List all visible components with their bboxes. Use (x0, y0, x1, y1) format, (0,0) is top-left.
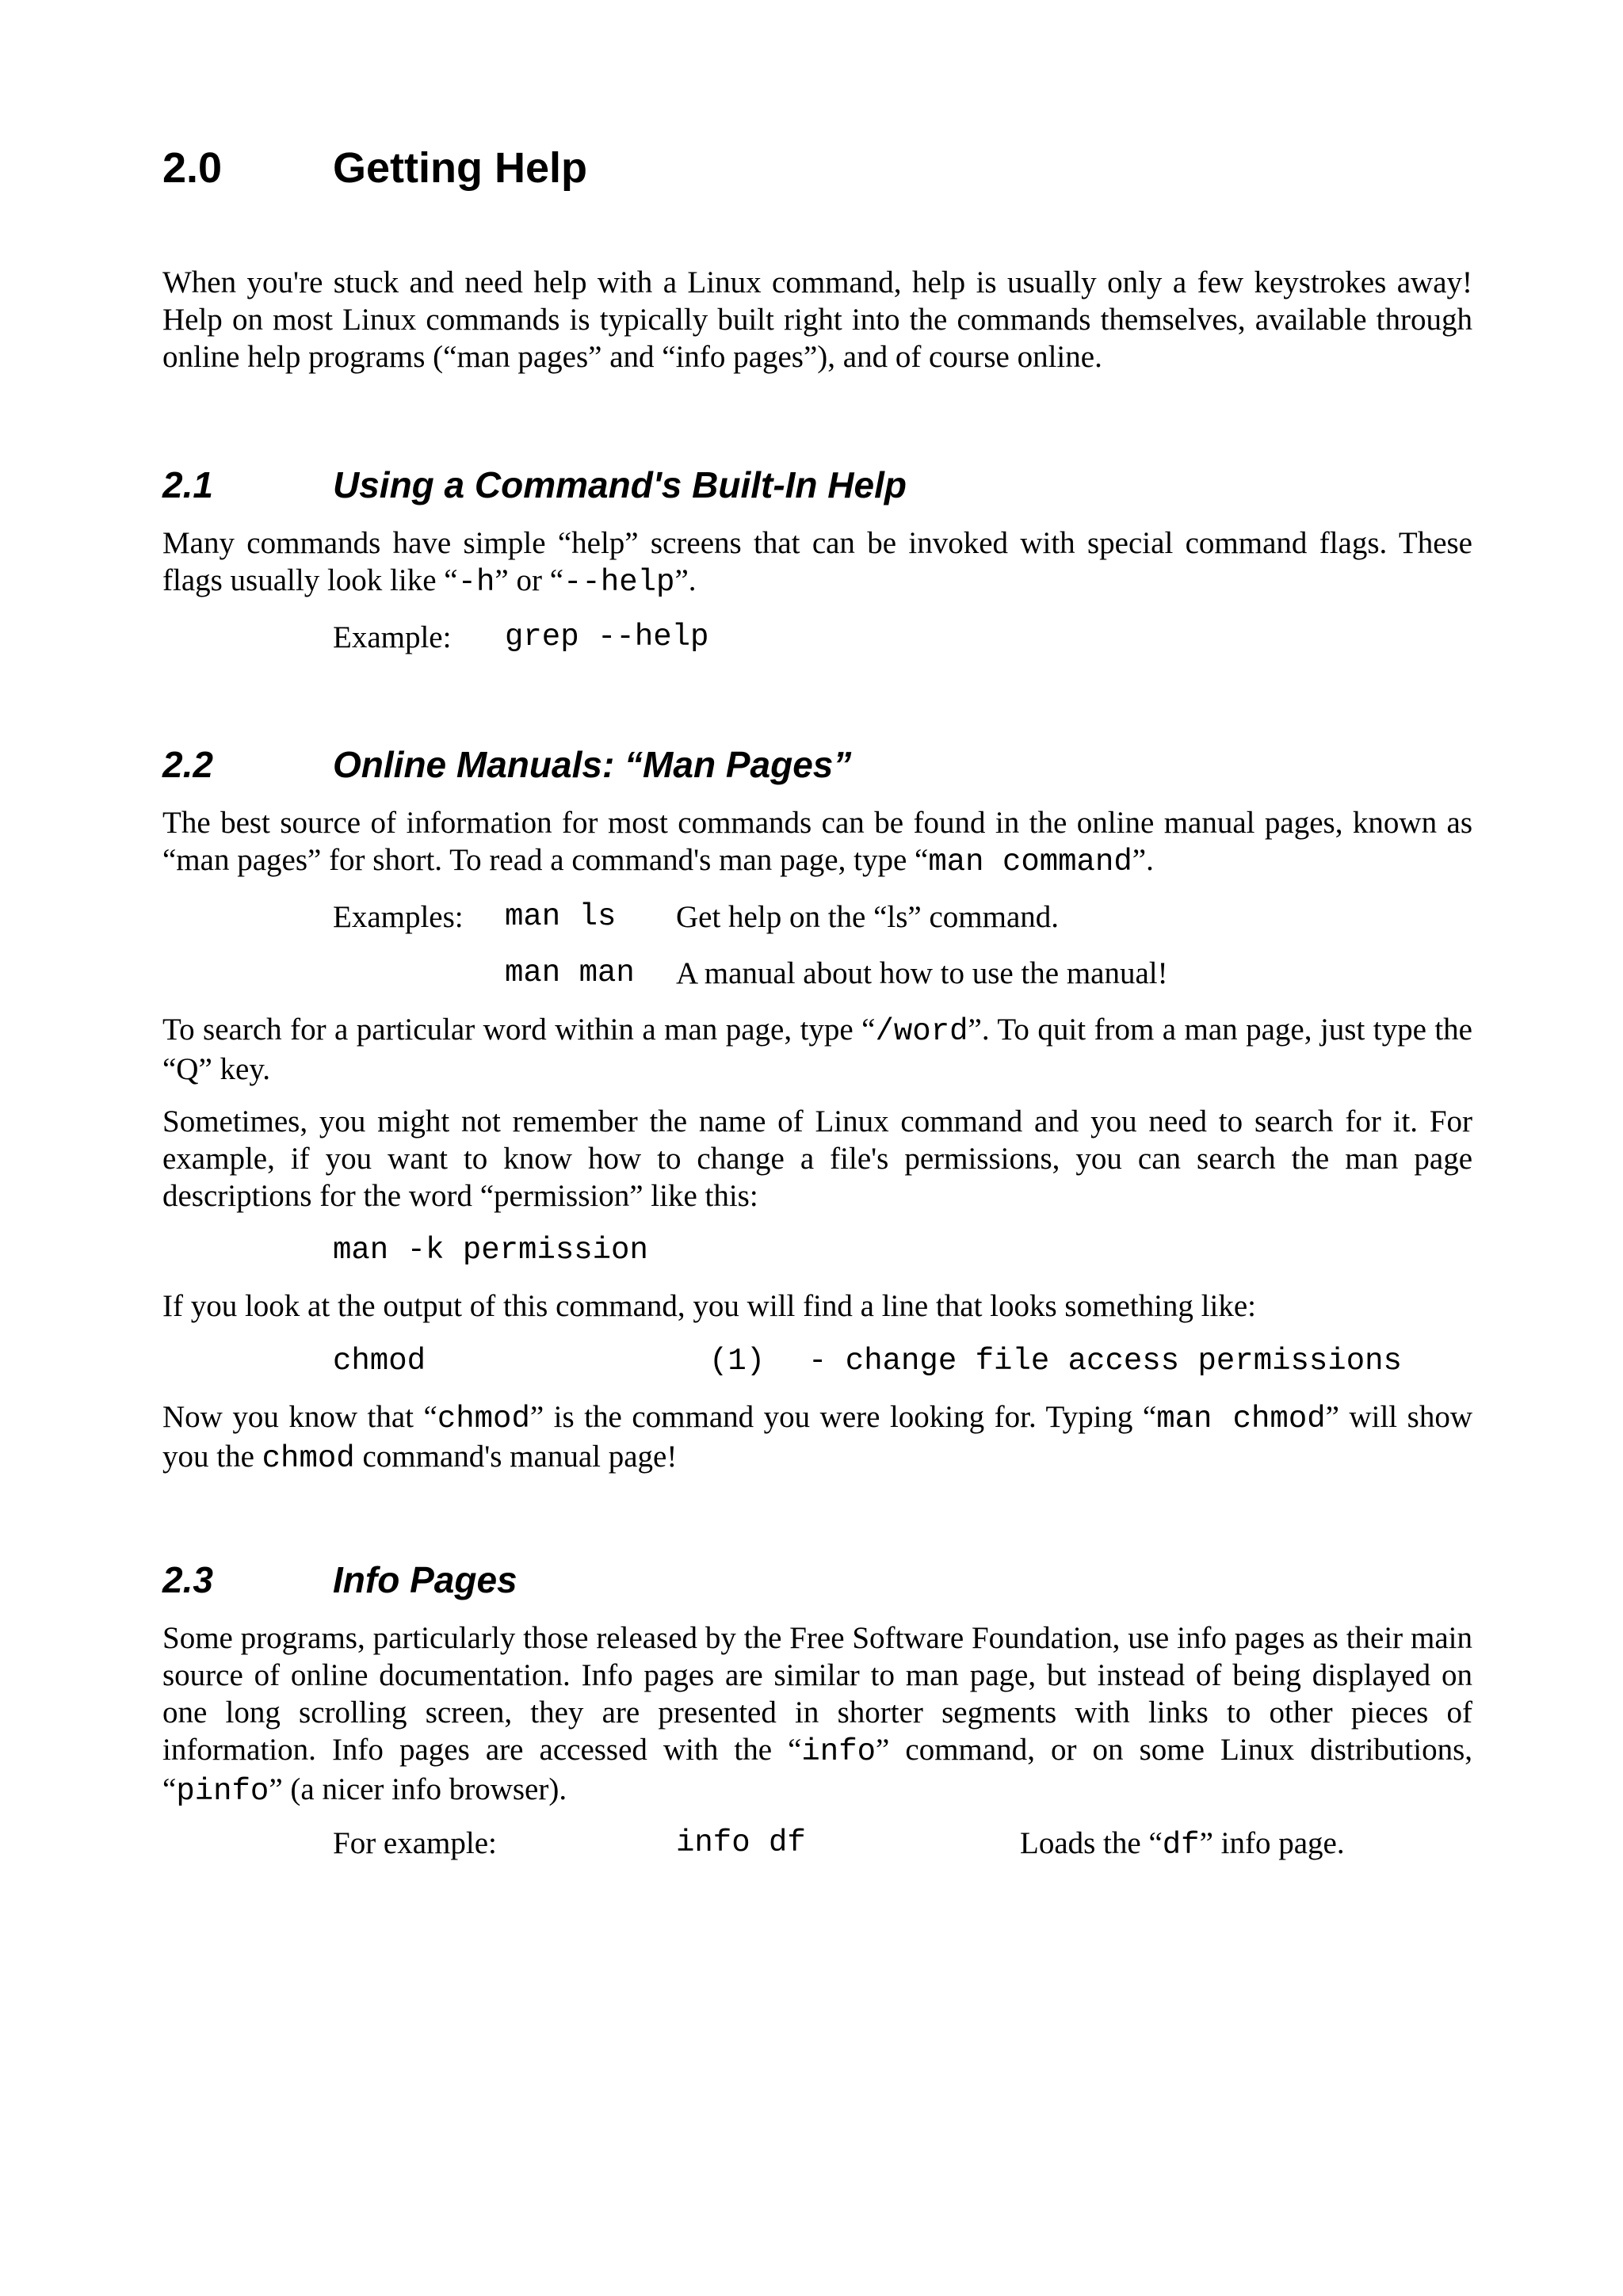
text-run: ” or “ (495, 563, 564, 597)
man-pages-paragraph (162, 804, 1472, 881)
output-section: (1) (709, 1344, 766, 1379)
section-title: Using a Command's Built-In Help (333, 464, 907, 505)
example-row (162, 619, 1472, 656)
section-title: Getting Help (333, 144, 587, 192)
text-run: Many commands have simple “help” screens that can be invoked with special command flags. These flags usually look like “ (162, 526, 1472, 597)
inline-code: man command (928, 845, 1132, 879)
output-description: - change file access permissions (808, 1344, 1402, 1379)
text-run: command's manual page! (354, 1440, 678, 1474)
text-run: ”. To quit from a man page, just type the “Q” key. (162, 1013, 1472, 1086)
text-run: ”. (674, 563, 697, 597)
text-run: ” will show you the (162, 1400, 1472, 1474)
text-run: Some programs, particularly those released by the Free Software Foundation, use info pages as their main source of online documentation. Info pages are similar to man page, but instead of being displayed on one long scrolling screen, they are presented in shorter segments with links to other pieces of information. Info pages are accessed with the “ (162, 1621, 1472, 1767)
inline-code: chmod (262, 1441, 355, 1476)
command-row (162, 1232, 1472, 1269)
output-command-name: chmod (333, 1344, 426, 1379)
text-run: ” is the command you were looking for. Typing “ (529, 1400, 1157, 1434)
example-description (1020, 1825, 1345, 1864)
intro-paragraph: When you're stuck and need help with a Linux command, help is usually only a few keystrokes away! Help on most Linux commands is typically built right into the commands themselves, available through online help programs (“man pages” and “info pages”), and of course online. (162, 265, 1472, 374)
example-command: man man (505, 955, 635, 990)
inline-code: pinfo (176, 1774, 269, 1809)
example-row (162, 898, 1472, 936)
search-command: man -k permission (333, 1233, 648, 1268)
help-flags-paragraph (162, 524, 1472, 601)
text-run: Now you know that “ (162, 1400, 437, 1434)
section-title: Info Pages (333, 1559, 517, 1600)
output-row (162, 1343, 1472, 1380)
example-command: info df (676, 1825, 806, 1860)
example-description: Get help on the “ls” command. (676, 900, 1060, 934)
search-in-page-paragraph (162, 1011, 1472, 1088)
info-pages-paragraph (162, 1619, 1472, 1810)
inline-code: chmod (437, 1402, 530, 1436)
example-row (162, 955, 1472, 992)
example-label: For example: (333, 1826, 497, 1860)
example-label: Example: (333, 620, 452, 654)
section-title: Online Manuals: “Man Pages” (333, 744, 852, 785)
examples-label: Examples: (333, 900, 464, 934)
example-row (162, 1825, 1472, 1862)
inline-code: man chmod (1156, 1402, 1326, 1436)
text-run: ” command, or on some Linux distributions, “ (162, 1733, 1473, 1806)
example-command: grep --help (505, 620, 709, 654)
example-description: A manual about how to use the manual! (676, 956, 1168, 990)
output-intro-paragraph: If you look at the output of this command, you will find a line that looks something like: (162, 1289, 1256, 1323)
text-run: To search for a particular word within a man page, type “ (162, 1013, 876, 1047)
section-number: 2.0 (162, 144, 223, 192)
text-run: The best source of information for most commands can be found in the online manual pages, known as “man pages” for short. To read a command's man page, type “ (162, 806, 1472, 877)
text-run: ” info page. (1199, 1826, 1345, 1860)
inline-code: info (801, 1734, 876, 1769)
section-number: 2.1 (162, 464, 213, 505)
text-run: ”. (1132, 843, 1154, 877)
inline-code: --help (563, 565, 675, 600)
section-number: 2.2 (162, 744, 213, 785)
inline-code: df (1162, 1828, 1200, 1863)
example-command: man ls (505, 899, 617, 934)
text-run: Loads the “ (1020, 1826, 1163, 1860)
text-run: ” (a nicer info browser). (269, 1772, 567, 1806)
section-number: 2.3 (162, 1559, 213, 1600)
inline-code: -h (457, 565, 495, 600)
keyword-search-paragraph: Sometimes, you might not remember the name of Linux command and you need to search for it. For example, if you want to know how to change a file's permissions, you can search the man page descriptions for the word “permission” like this: (162, 1104, 1472, 1213)
conclusion-paragraph (162, 1398, 1472, 1478)
inline-code: /word (875, 1014, 968, 1049)
